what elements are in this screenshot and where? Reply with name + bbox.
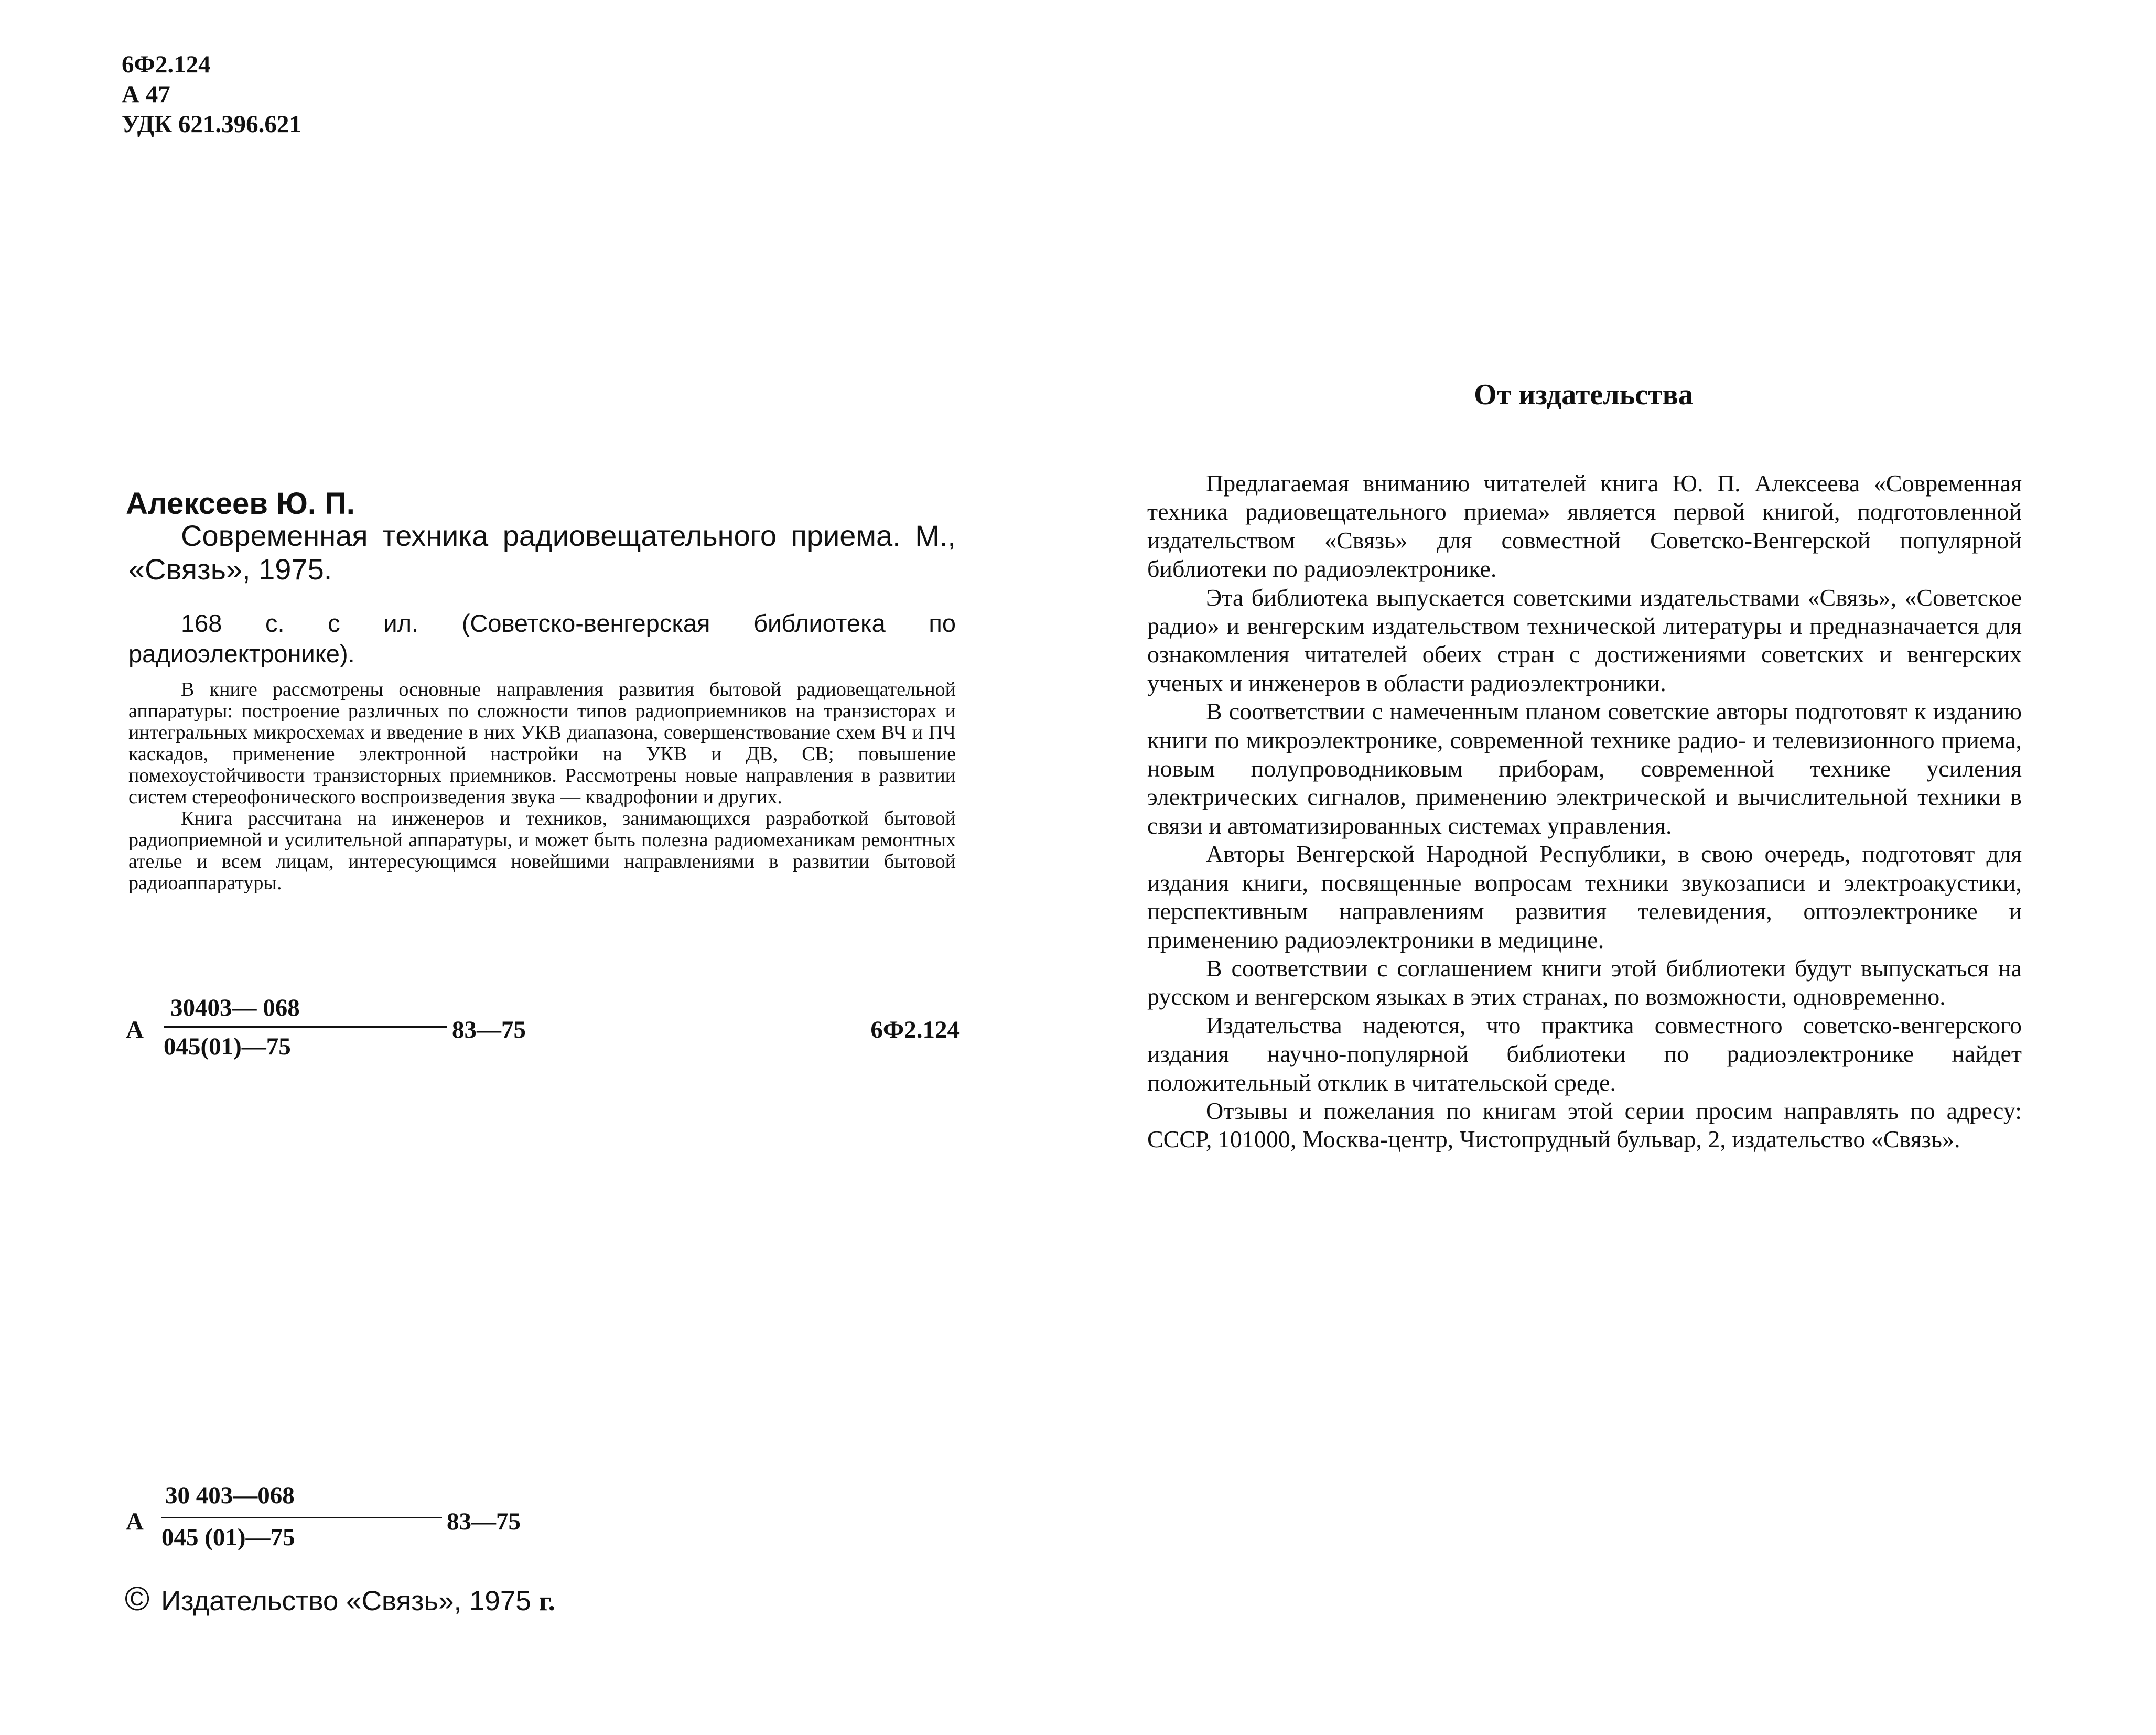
classification-block [122,50,301,139]
publisher-heading: От издательства [1474,379,1693,411]
bbk-code: 6Ф2.124 [122,51,211,78]
author-mark: А 47 [122,81,170,108]
publisher-note [1147,469,2022,1154]
note-paragraph: Авторы Венгерской Народной Республики, в свою очередь, подготовят для издания книги, посвященные вопросам техники звукозаписи и электроакустики, перспективным направлениям развития телевидения, оптоэлектронике и применению радиоэлектроники в медицине. [1147,840,2022,953]
index-denominator: 045 (01)—75 [161,1524,295,1551]
note-paragraph: Эта библиотека выпускается советскими издательствами «Связь», «Советское радио» и венгерским издательством технической литературы и предназначается для ознакомления читателей обеих стран с достижениями советских и венгерских ученых и инженеров в области радиоэлектроники. [1147,584,2022,696]
fraction-bar [164,1026,447,1028]
note-paragraph: Предлагаемая вниманию читателей книга Ю. П. Алексеева «Современная техника радиовещательного приема» является первой книгой, подготовленной издательством «Связь» для совместной Советско-Венгерской популярной библиотеки по радиоэлектронике. [1147,470,2022,583]
index-letter: А [126,1508,144,1535]
note-paragraph: В соответствии с соглашением книги этой библиотеки будут выпускаться на русском и венгерском языках в этих странах, по возможности, одновременно. [1147,954,2022,1010]
card-author: Алексеев Ю. П. [126,487,355,521]
copyright-suffix: г. [538,1586,555,1617]
index-denominator: 045(01)—75 [164,1033,291,1060]
annotation-paragraph: Книга рассчитана на инженеров и техников, занимающихся разработкой бытовой радиоприемной и усилительной аппаратуры, и может быть полезна радиомеханикам ремонтных ателье и всем лицам, интересующимся новейшими направлениями в развитии бытовой радиоаппаратуры. [128,807,956,894]
index-numerator: 30 403—068 [165,1482,295,1509]
bbk-code-right: 6Ф2.124 [870,1016,960,1043]
index-numerator: 30403— 068 [170,994,300,1021]
index-code-top [126,994,960,1062]
copyright-text: Издательство «Связь», 1975 [161,1586,531,1617]
copyright-line [125,1582,555,1618]
note-paragraph: Отзывы и пожелания по книгам этой серии просим направлять по адресу: СССР, 101000, Москва-центр, Чистопрудный бульвар, 2, издательство «Связь». [1147,1097,2022,1153]
annotation [128,679,956,894]
note-paragraph: В соответствии с намеченным планом советские авторы подготовят к изданию книги по микроэлектронике, современной технике радио- и телевизионного приема, новым полупроводниковым приборам, современной технике усиления электрических сигналов, применению электрической и вычислительной техники в связи и автоматизированных системах управления. [1147,698,2022,839]
udk-code: УДК 621.396.621 [122,111,301,138]
index-suffix: 83—75 [452,1016,526,1043]
index-code-bottom [126,1481,598,1555]
copyright-icon: © [125,1580,150,1618]
fraction-bar [161,1517,442,1518]
index-letter: А [126,1016,144,1043]
annotation-paragraph: В книге рассмотрены основные направления развития бытовой радиовещательной аппаратуры: построение различных по сложности типов радиоприемников на транзисторах и интегральных микросхемах и введение в них УКВ диапазона, совершенствование схем ВЧ и ПЧ каскадов, применение электронной настройки на УКВ и ДВ, СВ; повышение помехоустойчивости транзисторных приемников. Рассмотрены новые направления в развитии систем стереофонического воспроизведения звука — квадрофонии и других. [128,678,956,808]
card-pages: 168 с. с ил. (Советско-венгерская библиотека по радиоэлектронике). [128,609,956,667]
card-title: Современная техника радиовещательного приема. М., «Связь», 1975. [128,519,956,586]
note-paragraph: Издательства надеются, что практика совместного советско-венгерского издания научно-популярной библиотеки по радиоэлектронике найдет положительный отклик в читательской среде. [1147,1011,2022,1096]
index-suffix: 83—75 [447,1508,521,1535]
